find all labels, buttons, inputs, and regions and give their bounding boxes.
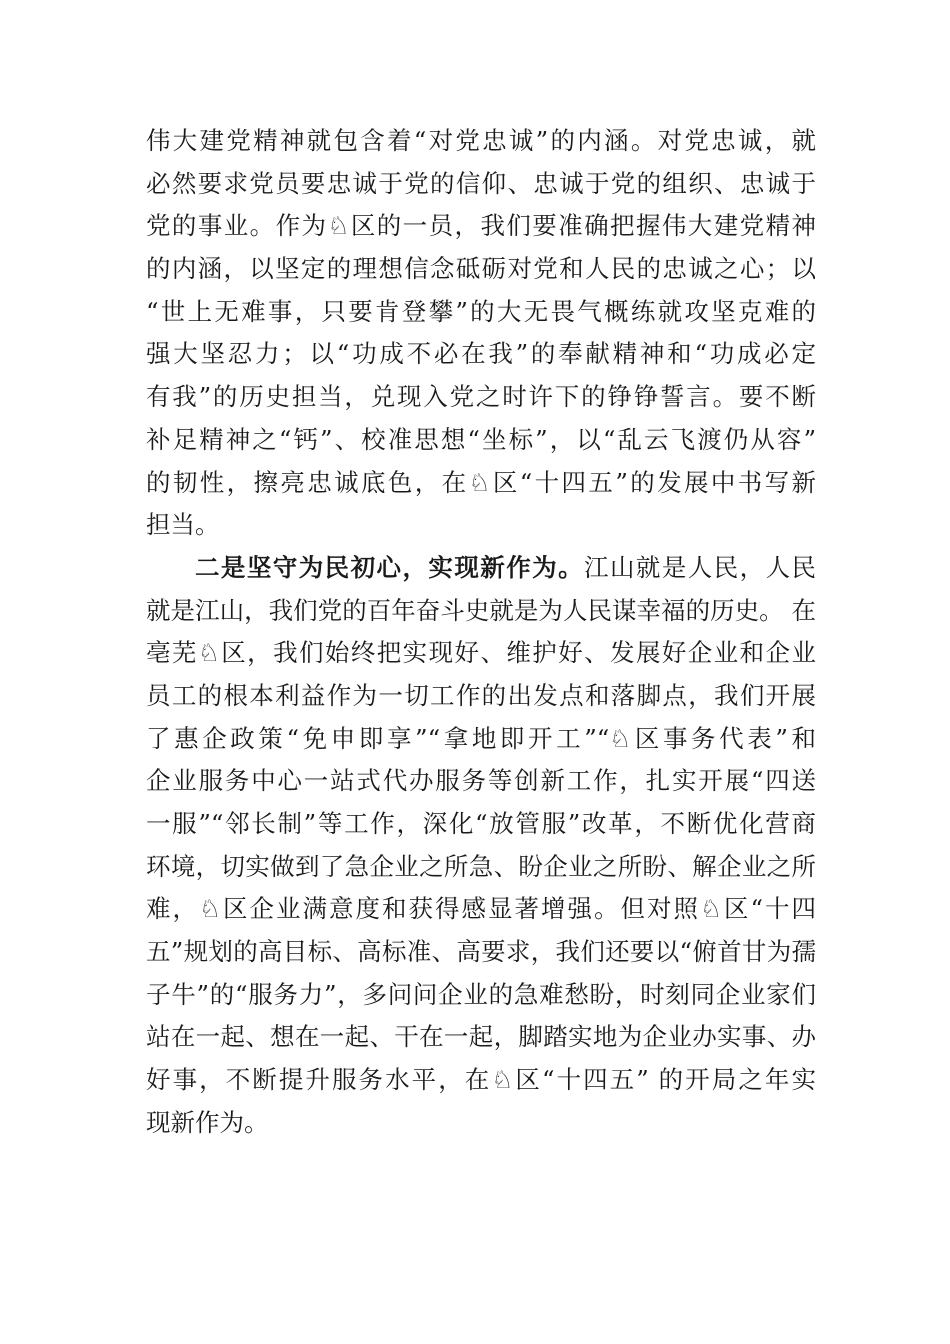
text-line: 的韧性，擦亮忠诚底色，在♘区“十四五”的发展中书写新 bbox=[146, 467, 816, 497]
text-line: 必然要求党员要忠诚于党的信仰、忠诚于党的组织、忠诚于 bbox=[146, 168, 816, 198]
text-line: 员工的根本利益作为一切工作的出发点和落脚点，我们开展 bbox=[146, 680, 816, 710]
text-line: 有我”的历史担当，兑现入党之时许下的铮铮誓言。要不断 bbox=[146, 382, 816, 412]
paragraph-people bbox=[146, 547, 816, 1145]
paragraph-loyalty bbox=[146, 120, 816, 547]
text-line: “世上无难事，只要肯登攀”的大无畏气概练就攻坚克难的 bbox=[146, 296, 816, 326]
text-line: 企业服务中心一站式代办服务等创新工作，扎实开展“四送 bbox=[146, 766, 816, 796]
text-line: 就是江山，我们党的百年奋斗史就是为人民谋幸福的历史。 在 bbox=[146, 595, 816, 625]
text-line: 补足精神之“钙”、校准思想“坐标”，以“乱云飞渡仍从容” bbox=[146, 424, 816, 454]
text-line: 担当。 bbox=[146, 510, 220, 540]
text-line: 一服”“邻长制”等工作，深化“放管服”改革，不断优化营商 bbox=[146, 809, 816, 838]
text-line: 站在一起、想在一起、干在一起，脚踏实地为企业办实事、办 bbox=[146, 1022, 816, 1052]
text-line: 好事，不断提升服务水平，在♘区“十四五” 的开局之年实 bbox=[146, 1065, 816, 1095]
paragraph-first-line bbox=[146, 547, 816, 590]
text-line: 环境，切实做到了急企业之所急、盼企业之所盼、解企业之所 bbox=[146, 851, 816, 881]
document-body bbox=[146, 120, 816, 1145]
text-line: 强大坚忍力；以“功成不必在我”的奉献精神和“功成必定 bbox=[146, 339, 816, 369]
text-line: 难，♘区企业满意度和获得感显著增强。但对照♘区“十四 bbox=[146, 894, 816, 924]
paragraph-heading: 二是坚守为民初心，实现新作为。 bbox=[195, 552, 585, 582]
text-line: 亳芜♘区，我们始终把实现好、维护好、发展好企业和企业 bbox=[146, 638, 816, 668]
text-line: 五”规划的高目标、高标准、高要求，我们还要以“俯首甘为孺 bbox=[146, 937, 816, 967]
text-line: 了惠企政策“免申即享”“拿地即开工”“♘区事务代表”和 bbox=[146, 723, 816, 753]
text-line: 党的事业。作为♘区的一员，我们要准确把握伟大建党精神 bbox=[146, 211, 816, 241]
text-line: 伟大建党精神就包含着“对党忠诚”的内涵。对党忠诚，就 bbox=[146, 126, 816, 155]
text-line: 现新作为。 bbox=[146, 1107, 269, 1137]
text-line: 的内涵，以坚定的理想信念砥砺对党和人民的忠诚之心；以 bbox=[146, 254, 816, 284]
first-line-text: 江山就是人民，人民 bbox=[584, 552, 817, 582]
text-line: 子牛”的“服务力”，多问问企业的急难愁盼，时刻同企业家们 bbox=[146, 979, 816, 1009]
